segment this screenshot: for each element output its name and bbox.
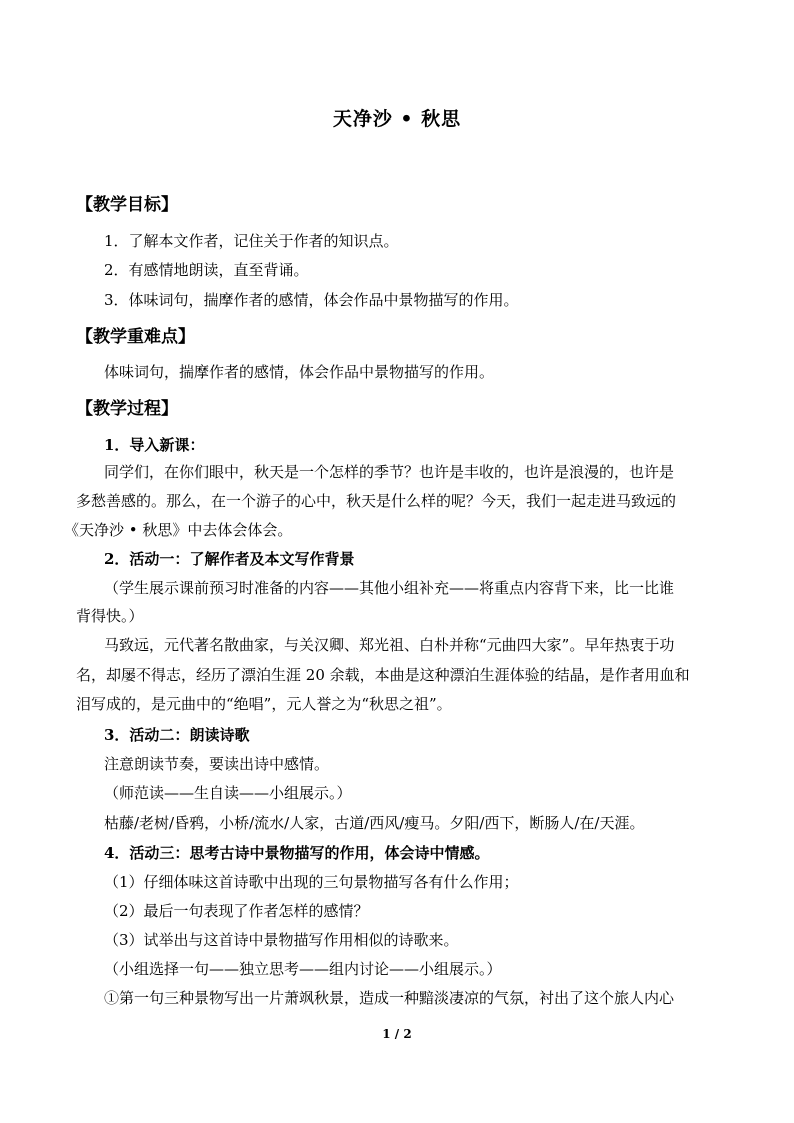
step4-line-5: ①第一句三种景物写出一片萧飒秋景，造成一种黯淡凄凉的气氛，衬出了这个旅人内心	[104, 989, 675, 1007]
step4-title: 4．活动三：思考古诗中景物描写的作用，体会诗中情感。	[104, 844, 490, 862]
section-heading-key-points: 【教学重难点】	[76, 327, 195, 347]
step2-line-2: 背得快。）	[76, 607, 144, 625]
page-number: 1 / 2	[382, 1027, 412, 1041]
step2-line-5: 泪写成的，是元曲中的“绝唱”，元人誉之为“秋思之祖”。	[76, 695, 452, 713]
step1-line-1: 同学们，在你们眼中，秋天是一个怎样的季节？也许是丰收的，也许是浪漫的，也许是	[104, 463, 675, 481]
step4-line-1: （1）仔细体味这首诗歌中出现的三句景物描写各有什么作用；	[104, 873, 519, 891]
goal-item-2: 2．有感情地朗读，直至背诵。	[104, 261, 309, 279]
step4-line-4: （小组选择一句——独立思考——组内讨论——小组展示。）	[104, 960, 502, 978]
goal-item-3: 3．体味词句，揣摩作者的感情，体会作品中景物描写的作用。	[104, 291, 519, 309]
step4-line-2: （2）最后一句表现了作者怎样的感情？	[104, 902, 369, 920]
step2-line-4: 名，却屡不得志，经历了漂泊生涯 20 余载，本曲是这种漂泊生涯体验的结晶，是作者用血和	[76, 666, 690, 684]
step2-title: 2．活动一：了解作者及本文写作背景	[104, 550, 355, 568]
step3-line-3: 枯藤/老树/昏鸦，小桥/流水/人家，古道/西风/瘦马。夕阳/西下，断肠人/在/天涯。	[104, 814, 645, 832]
document-title: 天净沙 • 秋思	[332, 108, 462, 130]
step3-line-2: （师范读——生自读——小组展示。）	[104, 784, 352, 802]
step2-line-3: 马致远，元代著名散曲家，与关汉卿、郑光祖、白朴并称“元曲四大家”。早年热衷于功	[104, 636, 675, 654]
step3-line-1: 注意朗读节奏，要读出诗中感情。	[104, 755, 330, 773]
step4-line-3: （3）试举出与这首诗中景物描写作用相似的诗歌来。	[104, 931, 459, 949]
key-points-text: 体味词句，揣摩作者的感情，体会作品中景物描写的作用。	[104, 363, 495, 381]
step1-line-2: 多愁善感的。那么，在一个游子的心中，秋天是什么样的呢？今天，我们一起走进马致远的	[76, 492, 677, 510]
step3-title: 3．活动二：朗读诗歌	[104, 726, 250, 744]
step1-line-3: 《天净沙 • 秋思》中去体会体会。	[64, 521, 293, 539]
section-heading-goals: 【教学目标】	[76, 195, 178, 215]
step1-title: 1．导入新课：	[104, 436, 205, 454]
step2-line-1: （学生展示课前预习时准备的内容——其他小组补充——将重点内容背下来，比一比谁	[104, 579, 675, 597]
goal-item-1: 1．了解本文作者，记住关于作者的知识点。	[104, 232, 399, 250]
section-heading-process: 【教学过程】	[76, 399, 178, 419]
